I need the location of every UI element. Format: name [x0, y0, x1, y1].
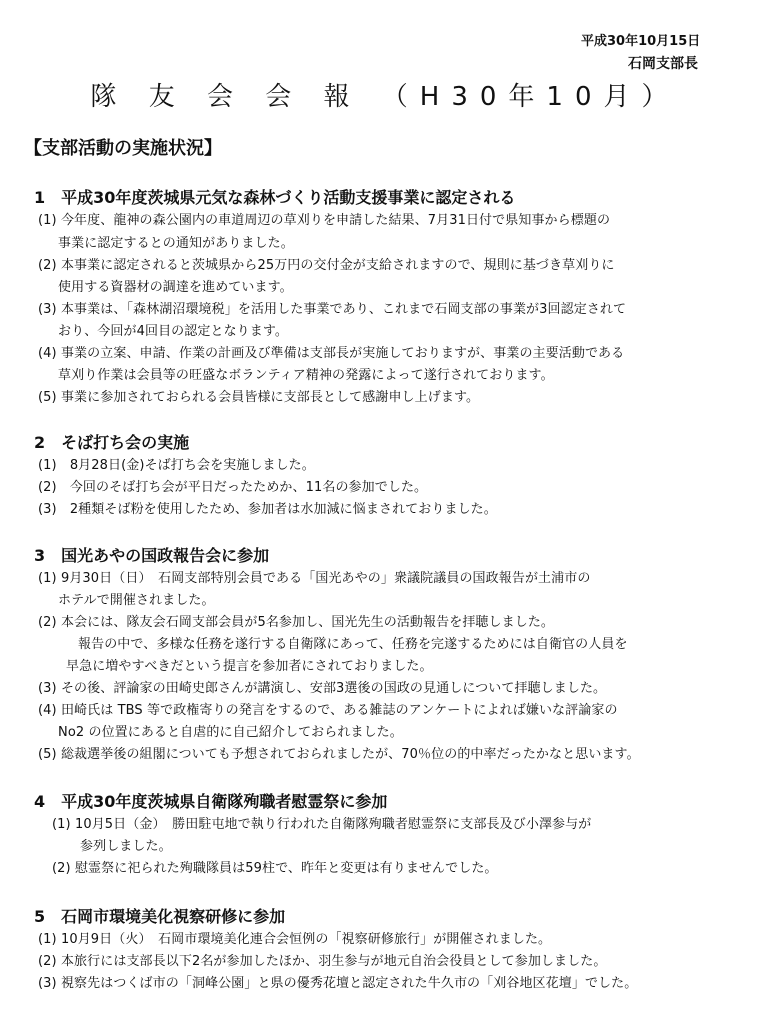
item-1-line: (5) 事業に参加されておられる会員皆様に支部長として感謝申し上げます。	[38, 390, 480, 405]
item-5-line: (1) 10月9日（火） 石岡市環境美化連合会恒例の「視察研修旅行」が開催されました。	[38, 932, 552, 947]
item-1-line: 事業に認定するとの通知がありました。	[58, 236, 294, 251]
item-2-line: (2) 今回のそば打ち会が平日だったためか、11名の参加でした。	[38, 480, 428, 495]
item-4-line: (1) 10月5日（金） 勝田駐屯地で執り行われた自衛隊殉職者慰霊祭に支部長及び小澤参与が	[52, 817, 592, 832]
item-1-line: (3) 本事業は、「森林湖沼環境税」を活用した事業であり、これまで石岡支部の事業が3回認定されて	[38, 302, 627, 317]
item-5-line: (2) 本旅行には支部長以下2名が参加したほか、羽生参与が地元自治会役員として参加しました。	[38, 954, 607, 969]
item-1-line: おり、今回が4回目の認定となります。	[58, 324, 289, 339]
item-4-line: 参列しました。	[80, 839, 172, 854]
item-3-line: (3) その後、評論家の田崎史郎さんが講演し、安部3選後の国政の見通しについて拝聴しました。	[38, 681, 607, 696]
item-1-line: (4) 事業の立案、申請、作業の計画及び準備は支部長が実施しておりますが、事業の主要活動である	[38, 346, 625, 361]
item-3-line: ホテルで開催されました。	[58, 593, 215, 608]
section-heading: 【支部活動の実施状況】	[24, 138, 222, 159]
date-line: 平成30年10月15日	[581, 34, 701, 49]
item-2-line: (1) 8月28日(金)そば打ち会を実施しました。	[38, 458, 315, 473]
item-3-line: (1) 9月30日（日） 石岡支部特別会員である「国光あやの」衆議院議員の国政報告が土浦市の	[38, 571, 591, 586]
item-2-line: (3) 2種類そば粉を使用したため、参加者は水加減に悩まされておりました。	[38, 502, 497, 517]
item-1-line: (1) 今年度、龍神の森公園内の車道周辺の草刈りを申請した結果、7月31日付で県知事から標題の	[38, 213, 611, 228]
item-3-line: (4) 田崎氏は TBS 等で政権寄りの発言をするので、ある雑誌のアンケートによれば嫌いな評論家の	[38, 703, 618, 718]
document-title: 隊 友 会 会 報 （H30年10月）	[90, 82, 680, 112]
item-4-line: (2) 慰霊祭に祀られた殉職隊員は59柱で、昨年と変更は有りませんでした。	[52, 861, 498, 876]
item-5-heading: 5 石岡市環境美化視察研修に参加	[34, 907, 286, 926]
item-3-line: 早急に増やすべきだという提言を参加者にされておりました。	[66, 659, 433, 674]
item-3-heading: 3 国光あやの国政報告会に参加	[34, 546, 270, 565]
author-line: 石岡支部長	[628, 56, 698, 72]
item-1-line: (2) 本事業に認定されると茨城県から25万円の交付金が支給されますので、規則に基づき草刈りに	[38, 258, 615, 273]
item-2-heading: 2 そば打ち会の実施	[34, 433, 190, 452]
item-3-line: (2) 本会には、隊友会石岡支部会員が5名参加し、国光先生の活動報告を拝聴しました。	[38, 615, 555, 630]
item-1-line: 草刈り作業は会員等の旺盛なボランティア精神の発露によって遂行されております。	[58, 368, 554, 383]
item-3-line: (5) 総裁選挙後の組閣についても予想されておられましたが、70％位の的中率だったかなと思います。	[38, 747, 640, 762]
item-3-line: No2 の位置にあると自虐的に自己紹介しておられました。	[58, 725, 403, 740]
item-1-line: 使用する資器材の調達を進めています。	[58, 280, 293, 295]
item-5-line: (3) 視察先はつくば市の「洞峰公園」と県の優秀花壇と認定された牛久市の「刈谷地区花壇」でした。	[38, 976, 638, 991]
item-1-heading: 1 平成30年度茨城県元気な森林づくり活動支援事業に認定される	[34, 188, 516, 207]
item-4-heading: 4 平成30年度茨城県自衛隊殉職者慰霊祭に参加	[34, 792, 388, 811]
item-3-line: 報告の中で、多様な任務を遂行する自衛隊にあって、任務を完遂するためには自衛官の人員を	[78, 637, 628, 652]
